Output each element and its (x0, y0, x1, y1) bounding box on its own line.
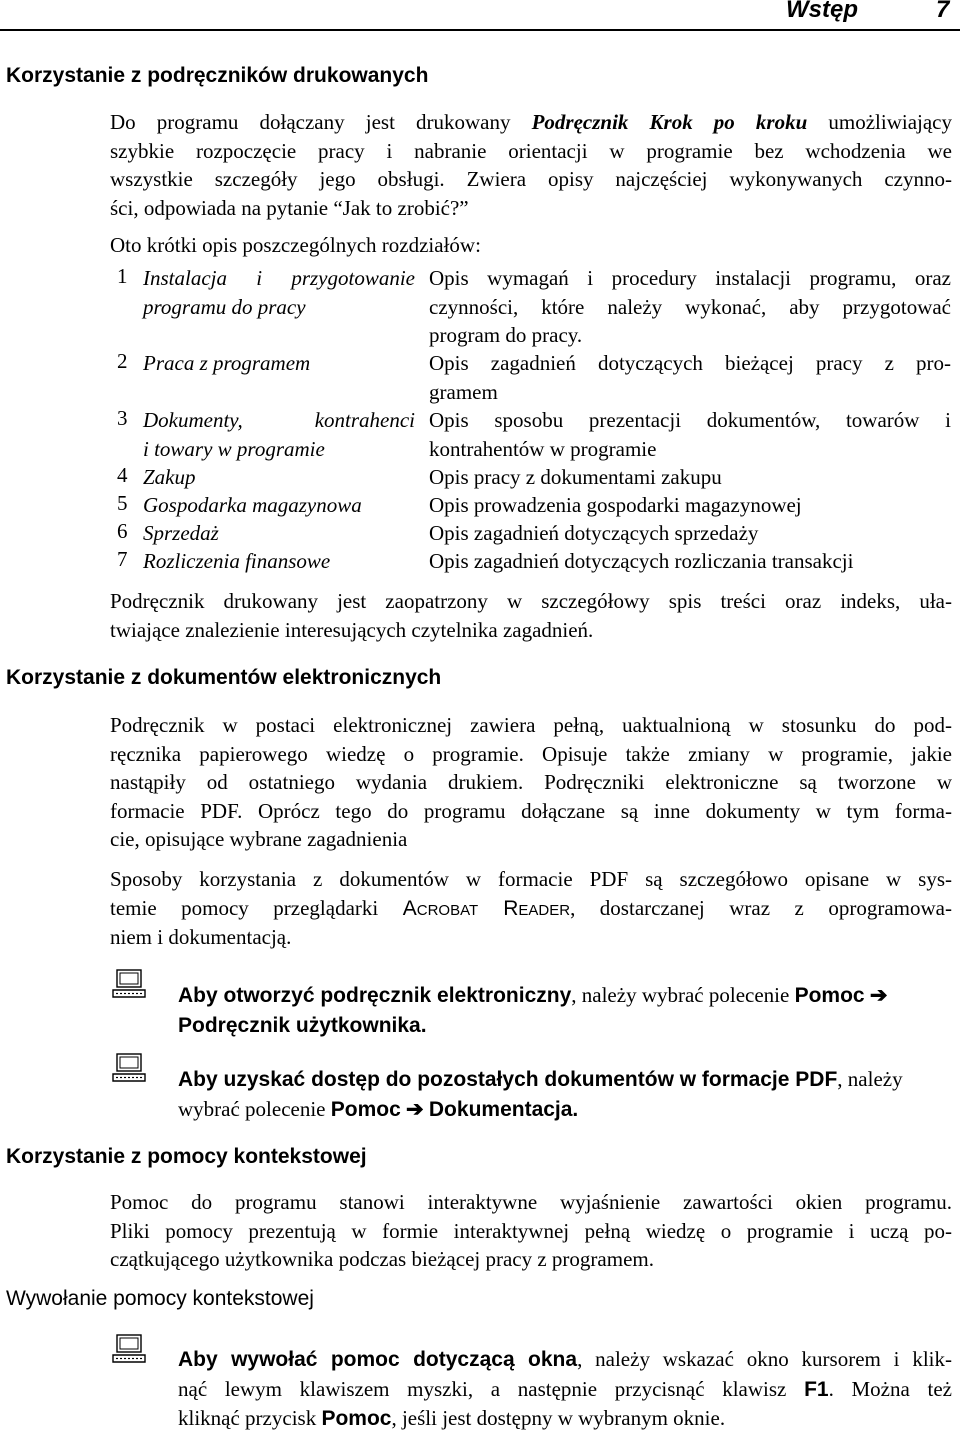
chapter-description: Opis sposobu prezentacji dokumentów, towarów i kontrahentów w programie (429, 408, 951, 461)
note-call-help: Aby wywołać pomoc dotyczącą okna, należy wskazać okno kursorem i klik- nąć lewym klawiszem myszki, a następnie przycisnąć klawisz F1. Można też kliknąć przycisk Pomoc, jeśli jest dostępny w wybranym oknie. (178, 1347, 952, 1430)
chapter-name: Gospodarka magazynowa (143, 493, 362, 517)
intro-line-2: szybkie rozpoczęcie pracy i nabranie orientacji w programie bez wchodzenia we (110, 138, 952, 163)
computer-icon (111, 969, 147, 999)
intro-line-4: ści, odpowiada na pytanie “Jak to zrobić?” (110, 195, 469, 220)
toc-intro: Oto krótki opis poszczególnych rozdziałów: (110, 233, 481, 257)
page-number: 7 (936, 0, 950, 23)
pdf-usage-paragraph: Sposoby korzystania z dokumentów w formacie PDF są szczegółowo opisane w sys- temie pomocy przeglądarki Acrobat Reader, dostarczanej wraz z oprogramowa- niem i dokumentacją. (110, 867, 952, 949)
menu-path-pomoc: Pomoc (794, 984, 865, 1007)
chapter-name: Praca z programem (143, 351, 311, 375)
chapter-description: Opis pracy z dokumentami zakupu (429, 465, 722, 489)
electronic-docs-paragraph: Podręcznik w postaci elektronicznej zawiera pełną, uaktualnioną w stosunku do pod- ręcznika papierowego wiedzę o programie. Opisuje także zmiany w programie, jakie nastąpiły od ostatniego wydania drukiem. Podręczniki elektroniczne są tworzone w formacie PDF. Oprócz tego do programu dołączane są inne dokumenty w tym forma- cie, opisujące wybrane zagadnienia (110, 713, 952, 851)
chapter-number: 5 (117, 491, 128, 515)
chapter-description: Opis zagadnień dotyczących bieżącej pracy z pro- gramem (429, 351, 951, 404)
chapter-description: Opis zagadnień dotyczących rozliczania transakcji (429, 549, 854, 573)
intro-paragraph (110, 108, 952, 222)
key-f1: F1 (804, 1377, 829, 1401)
section-heading-printed-manuals: Korzystanie z podręczników drukowanych (6, 64, 429, 87)
intro-line-3: wszystkie szczegóły jego obsługi. Zwiera opisy najczęściej wykonywanych czynno- (110, 167, 952, 191)
subsection-heading-call-help: Wywołanie pomocy kontekstowej (6, 1287, 314, 1310)
chapter-name: Dokumenty, kontrahenci i towary w programie (143, 408, 415, 461)
chapter-number: 1 (117, 264, 128, 288)
chapter-title: Wstęp (786, 0, 858, 23)
intro-line-1: Do programu dołączany jest drukowany Podręcznik Krok po kroku umożliwiający (110, 110, 952, 134)
printed-manual-closing: Podręcznik drukowany jest zaopatrzony w szczegółowy spis treści oraz indeks, uła- twiające znalezienie interesujących czytelnika zagadnień. (110, 589, 952, 642)
product-name: Acrobat Reader (402, 896, 571, 920)
chapter-number: 6 (117, 519, 128, 543)
chapter-name: Zakup (143, 465, 196, 489)
menu-path-documentation: Dokumentacja. (428, 1097, 579, 1121)
chapter-name: Rozliczenia finansowe (143, 549, 331, 573)
help-button-label: Pomoc (321, 1407, 392, 1430)
computer-icon (111, 1334, 147, 1364)
section-heading-context-help: Korzystanie z pomocy kontekstowej (6, 1145, 367, 1168)
page-header (0, 0, 960, 31)
chapter-description: Opis prowadzenia gospodarki magazynowej (429, 493, 802, 517)
chapter-name: Sprzedaż (143, 521, 219, 545)
section-heading-electronic-docs: Korzystanie z dokumentów elektronicznych (6, 666, 442, 689)
note-other-docs: Aby uzyskać dostęp do pozostałych dokumentów w formacje PDF, należy wybrać polecenie Pomoc ➔ Dokumentacja. (178, 1067, 903, 1121)
chapter-number: 3 (117, 406, 128, 430)
chapter-description: Opis wymagań i procedury instalacji programu, oraz czynności, które należy wykonać, aby przygotować program do pracy. (429, 266, 951, 347)
note-open-manual: Aby otworzyć podręcznik elektroniczny, należy wybrać polecenie Pomoc ➔ Podręcznik użytkownika. (178, 983, 888, 1037)
menu-path-manual: Podręcznik użytkownika. (178, 1013, 427, 1037)
chapter-description: Opis zagadnień dotyczących sprzedaży (429, 521, 759, 545)
chapter-name: Instalacja i przygotowanie programu do pracy (143, 266, 415, 319)
chapter-number: 4 (117, 463, 128, 487)
context-help-paragraph: Pomoc do programu stanowi interaktywne wyjaśnienie zawartości okien programu. Pliki pomocy prezentują w formie interaktywnej pełną wiedzę o programie i uczą po- czątkującego użytkownika podczas bieżącej pracy z programem. (110, 1190, 952, 1271)
chapter-number: 7 (117, 547, 128, 571)
arrow-icon: ➔ (869, 984, 888, 1007)
menu-path-pomoc: Pomoc (330, 1097, 401, 1121)
arrow-icon: ➔ (406, 1097, 424, 1121)
chapter-number: 2 (117, 349, 128, 373)
computer-icon (111, 1053, 147, 1083)
